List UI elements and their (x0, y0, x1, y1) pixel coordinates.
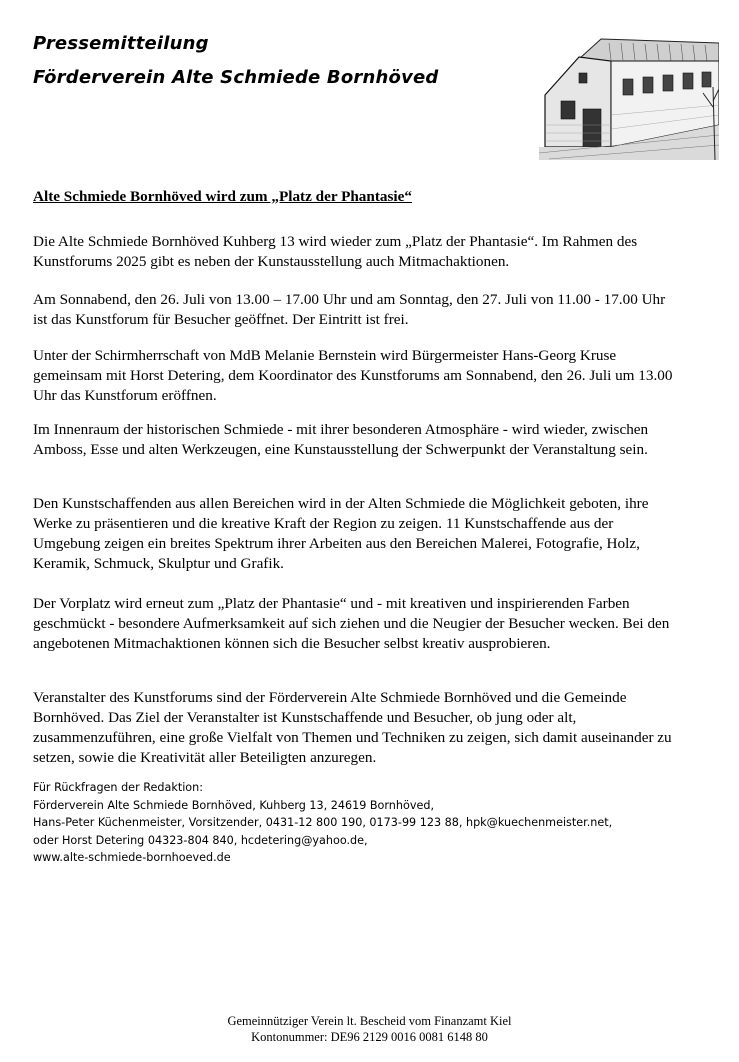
article-paragraph (33, 232, 683, 272)
footer-line-1: Gemeinnütziger Verein lt. Bescheid vom Finanzamt Kiel (227, 1014, 512, 1028)
building-sketch-image (539, 17, 719, 160)
paragraph-text: Der Vorplatz wird erneut zum „Platz der Phantasie“ und - mit kreativen und inspirierenden Farben geschmückt - besondere Aufmerksamkeit auf sich ziehen und die Neugier der Besucher wecken. Bei den angebotenen Mitmachaktionen können sich die Besucher selbst kreativ ausprobieren. (33, 595, 670, 652)
contact-address: Förderverein Alte Schmiede Bornhöved, Kuhberg 13, 24619 Bornhöved, (33, 798, 434, 812)
article-title: Alte Schmiede Bornhöved wird zum „Platz der Phantasie“ (33, 188, 412, 205)
footer (0, 1013, 739, 1045)
paragraph-text: Im Innenraum der historischen Schmiede - mit ihrer besonderen Atmosphäre - wird wieder, zwischen Amboss, Esse und alten Werkzeugen, eine Kunstausstellung der Schwerpunkt der Veranstaltung sein. (33, 421, 649, 458)
contact-person-1: Hans-Peter Küchenmeister, Vorsitzender, 0431-12 800 190, 0173-99 123 88, hpk@kuechenmeister.net, (33, 816, 613, 829)
article-paragraph (33, 594, 683, 654)
article-paragraph (33, 420, 683, 460)
article-paragraph (33, 290, 683, 330)
paragraph-text: Am Sonnabend, den 26. Juli von 13.00 – 17.00 Uhr und am Sonntag, den 27. Juli von 11.00 - 17.00 Uhr ist das Kunstforum für Besucher geöffnet. Der Eintritt ist frei. (33, 291, 666, 328)
contact-heading: Für Rückfragen der Redaktion: (33, 781, 204, 794)
footer-line-2: Kontonummer: DE96 2129 0016 0081 6148 80 (251, 1030, 488, 1044)
article-paragraph (33, 688, 683, 768)
paragraph-text: Die Alte Schmiede Bornhöved Kuhberg 13 wird wieder zum „Platz der Phantasie“. Im Rahmen des Kunstforums 2025 gibt es neben der Kunstausstellung auch Mitmachaktionen. (33, 233, 638, 270)
header-subtitle: Förderverein Alte Schmiede Bornhöved (33, 67, 439, 88)
paragraph-text: Veranstalter des Kunstforums sind der Förderverein Alte Schmiede Bornhöved und die Gemeinde Bornhöved. Das Ziel der Veranstalter ist Kunstschaffende und Besucher, ob jung oder alt, zusammenzuführen, eine große Vielfalt von Themen und Techniken zu zeigen, sich damit auseinander zu setzen, sowie die Kreativität aller Beteiligten anzuregen. (33, 689, 672, 766)
paragraph-text: Unter der Schirmherrschaft von MdB Melanie Bernstein wird Bürgermeister Hans-Georg Kruse gemeinsam mit Horst Detering, dem Koordinator des Kunstforums am Sonnabend, den 26. Juli um 13.00 Uhr das Kunstforum eröffnen. (33, 347, 673, 404)
article-paragraph (33, 346, 683, 406)
contact-person-2: oder Horst Detering 04323-804 840, hcdetering@yahoo.de, (33, 833, 368, 847)
contact-website: www.alte-schmiede-bornhoeved.de (33, 851, 231, 864)
paragraph-text: Den Kunstschaffenden aus allen Bereichen wird in der Alten Schmiede die Möglichkeit geboten, ihre Werke zu präsentieren und die kreative Kraft der Region zu zeigen. 11 Kunstschaffende aus der Umgebung zeigen ein breites Spektrum ihrer Arbeiten aus den Bereichen Malerei, Fotografie, Holz, Keramik, Schmuck, Skulptur und Grafik. (33, 495, 649, 572)
contact-block (33, 779, 612, 867)
article-paragraph (33, 494, 683, 574)
header-title: Pressemitteilung (33, 33, 209, 54)
